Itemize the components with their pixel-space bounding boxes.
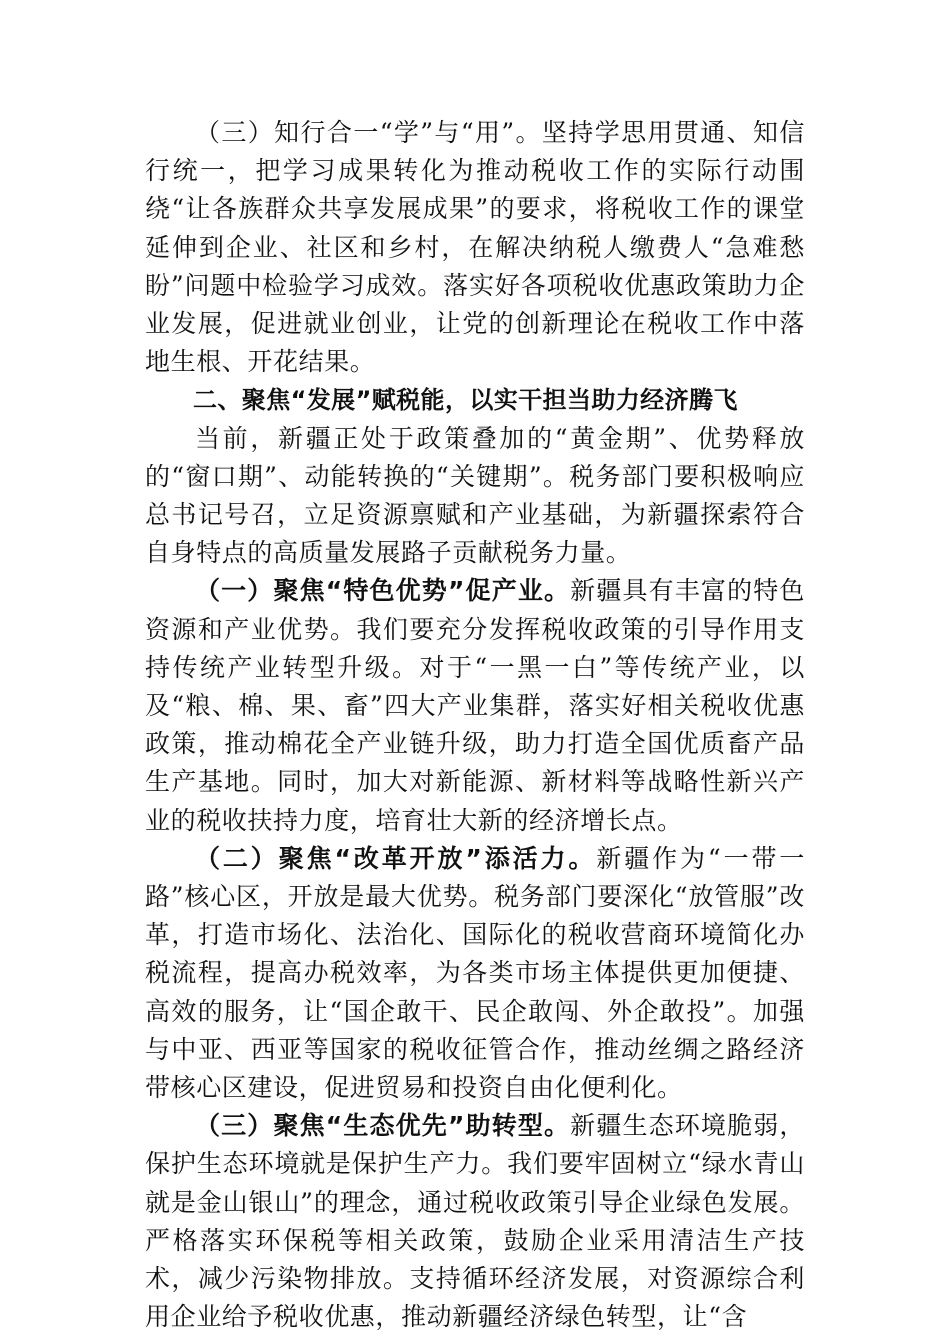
paragraph-subtitle: （三）聚焦“生态优先”助转型。: [195, 1111, 571, 1141]
paragraph-reform-opening: [145, 840, 805, 1107]
paragraph-text: （三）知行合一“学”与“用”。坚持学思用贯通、知信行统一，把学习成果转化为推动税收工作的实际行动围绕“让各族群众共享发展成果”的要求，将税收工作的课堂延伸到企业、社区和乡村，在解决纳税人缴费人“急难愁盼”问题中检验学习成效。落实好各项税收优惠政策助力企业发展，促进就业创业，让党的创新理论在税收工作中落地生根、开花结果。: [145, 118, 805, 377]
paragraph-text: 新疆作为“一带一路”核心区，开放是最大优势。税务部门要深化“放管服”改革，打造市场化、法治化、国际化的税收营商环境简化办税流程，提高办税效率，为各类市场主体提供更加便捷、高效的服务，让“国企敢干、民企敢闯、外企敢投”。加强与中亚、西亚等国家的税收征管合作，推动丝绸之路经济带核心区建设，促进贸易和投资自由化便利化。: [145, 843, 805, 1103]
paragraph-ecology-first: [145, 1107, 805, 1336]
document-body: [145, 114, 805, 1337]
paragraph-learning-application: [145, 114, 805, 381]
paragraph-text: 当前，新疆正处于政策叠加的“黄金期”、优势释放的“窗口期”、动能转换的“关键期”。税务部门要积极响应总书记号召，立足资源禀赋和产业基础，为新疆探索符合自身特点的高质量发展路子贡献税务力量。: [145, 423, 805, 568]
paragraph-text: 新疆具有丰富的特色资源和产业优势。我们要充分发挥税收政策的引导作用支持传统产业转型升级。对于“一黑一白”等传统产业，以及“粮、棉、果、畜”四大产业集群，落实好相关税收优惠政策，推动棉花全产业链升级，助力打造全国优质畜产品生产基地。同时，加大对新能源、新材料等战略性新兴产业的税收扶持力度，培育壮大新的经济增长点。: [145, 576, 805, 835]
section-heading-development: 二、聚焦“发展”赋税能，以实干担当助力经济腾飞: [193, 386, 738, 415]
paragraph-characteristic-advantage: [145, 572, 805, 839]
paragraph-current-situation: [145, 420, 805, 573]
paragraph-subtitle: （二）聚焦“改革开放”添活力。: [195, 843, 597, 873]
paragraph-text: 新疆生态环境脆弱，保护生态环境就是保护生产力。我们要牢固树立“绿水青山就是金山银山”的理念，通过税收政策引导企业绿色发展。严格落实环保税等相关政策，鼓励企业采用清洁生产技术，减少污染物排放。支持循环经济发展，对资源综合利用企业给予税收优惠，推动新疆经济绿色转型，让“含: [145, 1111, 805, 1332]
paragraph-subtitle: （一）聚焦“特色优势”促产业。: [195, 576, 571, 606]
